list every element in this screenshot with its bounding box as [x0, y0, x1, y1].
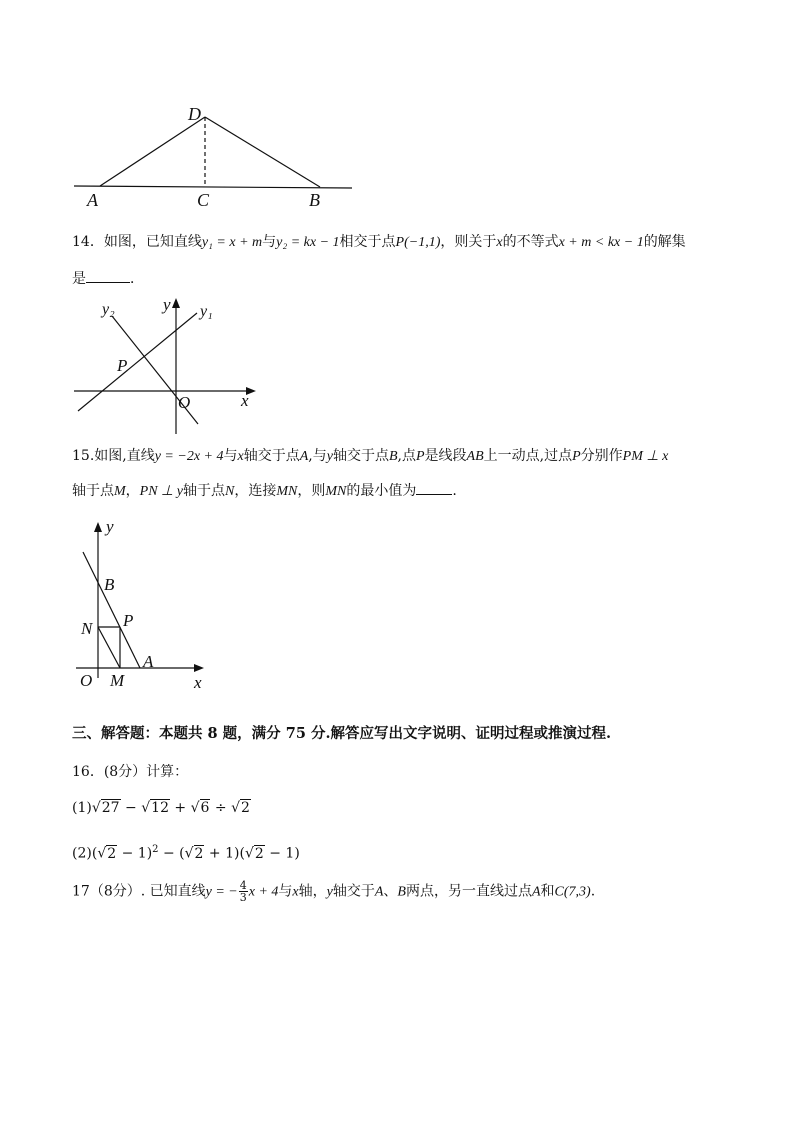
- segment-da: [100, 117, 205, 186]
- label-o: O: [80, 671, 93, 690]
- label-b: B: [104, 575, 115, 594]
- q14-graph: [0, 290, 794, 440]
- label-c: C: [197, 190, 210, 210]
- q15-line1: 15.如图,直线y = −2x + 4与x轴交于点A,与y轴交于点B,点P是线段AB上一动点,过点P分别作PM ⊥ x: [72, 448, 669, 464]
- label-y2: y₂: [102, 301, 115, 318]
- answer-blank: [416, 480, 452, 495]
- q14-line1: 14．如图，已知直线y₁ = x + m与y₂ = kx − 1相交于点P(−1,1)，则关于x的不等式x + m < kx − 1的解集: [72, 234, 686, 250]
- label-y: y: [163, 295, 171, 314]
- label-x: x: [241, 391, 249, 410]
- label-y: y: [106, 517, 114, 536]
- q16-part2: $(2)(√2 - 1)^2 - (√2 + 1)(√2 - 1)$: [72, 844, 300, 862]
- section-heading: 三、解答题：本题共 8 题，满分 75 分.解答应写出文字说明、证明过程或推演过程.: [72, 725, 612, 742]
- y-axis-arrow: [172, 298, 180, 308]
- q14-line2: 是 ．: [72, 268, 144, 289]
- label-d: D: [188, 104, 201, 124]
- label-b: B: [309, 190, 320, 210]
- y-axis-arrow: [94, 522, 102, 532]
- base-line: [74, 186, 352, 188]
- label-x: x: [194, 673, 202, 692]
- fraction: $\frac{4}{3}$: [239, 879, 247, 904]
- q17-line: 17（8分）. 已知直线y = − $\frac{4}{3}$ x + 4与x轴，y轴交于A、B两点，另一直线过点A和C(7,3).: [72, 879, 596, 904]
- answer-blank: [86, 268, 130, 283]
- label-a: A: [143, 652, 154, 671]
- segment-mn: [98, 627, 120, 668]
- x-axis-arrow: [194, 664, 204, 672]
- label-p: P: [123, 611, 134, 630]
- q16-title: 16．(8分）计算：: [72, 764, 189, 780]
- label-y1: y₁: [200, 303, 213, 320]
- line-ab: [83, 552, 140, 668]
- label-n: N: [81, 619, 93, 638]
- triangle-figure: [0, 0, 794, 220]
- q15-graph: [0, 510, 794, 700]
- segment-db: [205, 117, 320, 187]
- label-p: P: [117, 356, 128, 375]
- q15-line2: 轴于点M，PN ⊥ y轴于点N，连接MN，则MN的最小值为 .: [72, 480, 457, 502]
- label-a: A: [87, 190, 98, 210]
- q16-part1: (1)√27 − √12 + √6 ÷ √2: [72, 800, 250, 816]
- label-m: M: [110, 671, 125, 690]
- label-o: O: [178, 393, 191, 412]
